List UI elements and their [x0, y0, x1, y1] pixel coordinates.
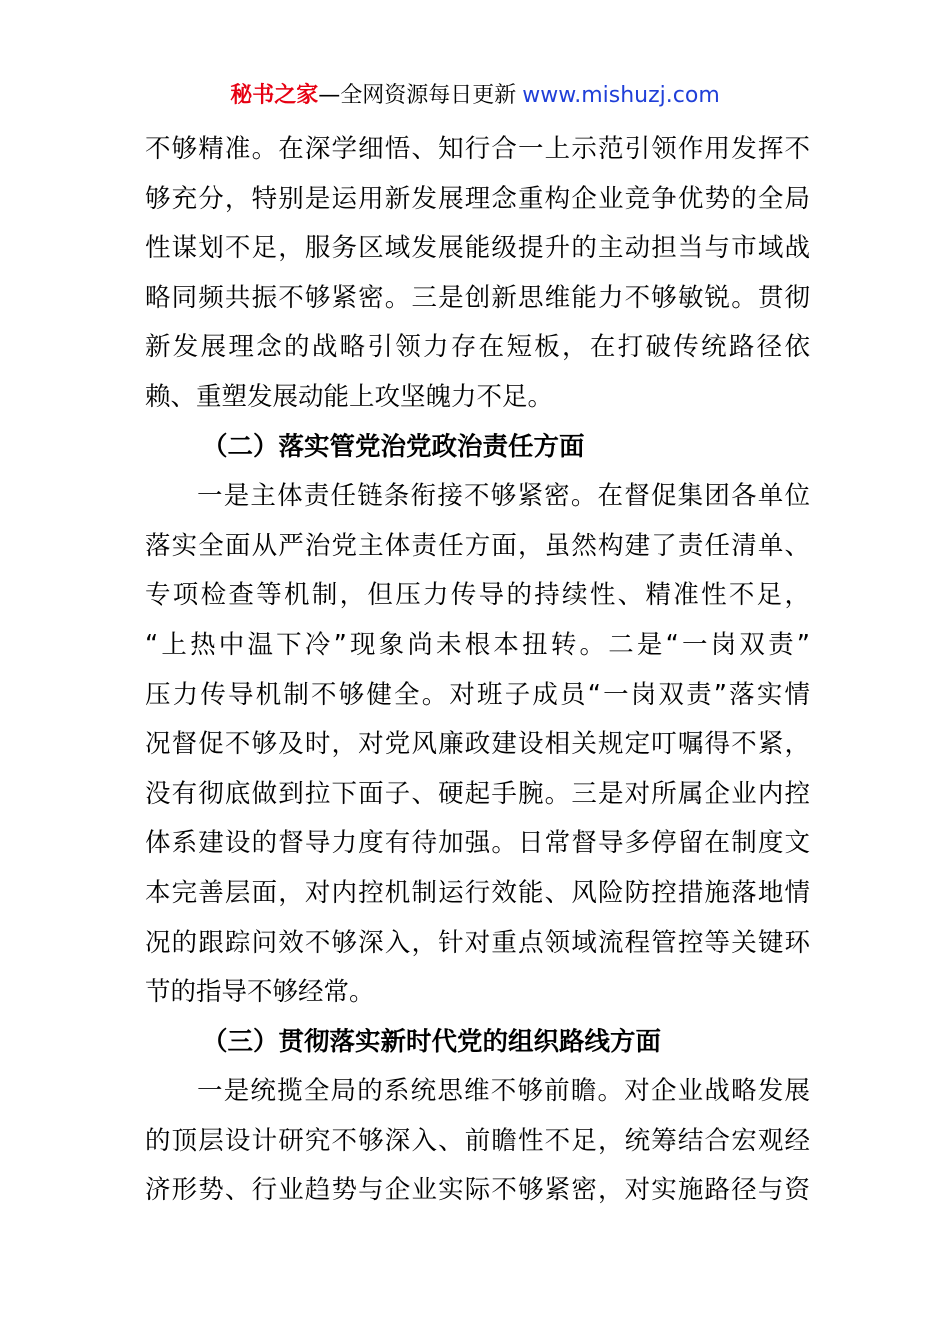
text-line: 一是主体责任链条衔接不够紧密。在督促集团各单位	[197, 481, 810, 512]
text-line: “上热中温下冷”现象尚未根本扭转。二是“一岗双责”	[145, 629, 810, 660]
section-heading: （二）落实管党治党政治责任方面	[202, 431, 585, 462]
text-line: 一是统揽全局的系统思维不够前瞻。对企业战略发展	[197, 1076, 810, 1107]
text-line: 不够精准。在深学细悟、知行合一上示范引领作用发挥不	[145, 134, 810, 164]
document-body	[145, 125, 810, 1216]
text-line: 略同频共振不够紧密。三是创新思维能力不够敏锐。贯彻	[145, 282, 810, 313]
page-header	[0, 80, 950, 112]
section-heading: （三）贯彻落实新时代党的组织路线方面	[202, 1026, 662, 1057]
text-line: 性谋划不足，服务区域发展能级提升的主动担当与市域战	[145, 233, 810, 264]
text-line: 够充分，特别是运用新发展理念重构企业竞争优势的全局	[145, 183, 810, 214]
brand-name: 秘书之家	[230, 83, 319, 108]
text-line: 压力传导机制不够健全。对班子成员“一岗双责”落实情	[145, 679, 810, 710]
text-line: 落实全面从严治党主体责任方面，虽然构建了责任清单、	[145, 530, 810, 561]
text-line: 专项检查等机制，但压力传导的持续性、精准性不足，	[145, 580, 810, 611]
text-line: 的顶层设计研究不够深入、前瞻性不足，统筹结合宏观经	[145, 1125, 810, 1156]
text-line: 节的指导不够经常。	[145, 977, 375, 1008]
text-line: 新发展理念的战略引领力存在短板，在打破传统路径依	[145, 332, 810, 363]
text-line: 况督促不够及时，对党风廉政建设相关规定叮嘱得不紧，	[145, 729, 810, 760]
text-line: 本完善层面，对内控机制运行效能、风险防控措施落地情	[145, 877, 810, 908]
text-line: 体系建设的督导力度有待加强。日常督导多停留在制度文	[145, 828, 810, 859]
header-tagline: —全网资源每日更新	[318, 83, 517, 108]
text-line: 况的跟踪问效不够深入，针对重点领域流程管控等关键环	[145, 927, 810, 958]
text-line: 没有彻底做到拉下面子、硬起手腕。三是对所属企业内控	[145, 778, 810, 809]
text-line: 赖、重塑发展动能上攻坚魄力不足。	[145, 381, 554, 412]
text-line: 济形势、行业趋势与企业实际不够紧密，对实施路径与资	[145, 1175, 810, 1206]
header-url[interactable]: www.mishuzj.com	[522, 83, 720, 108]
